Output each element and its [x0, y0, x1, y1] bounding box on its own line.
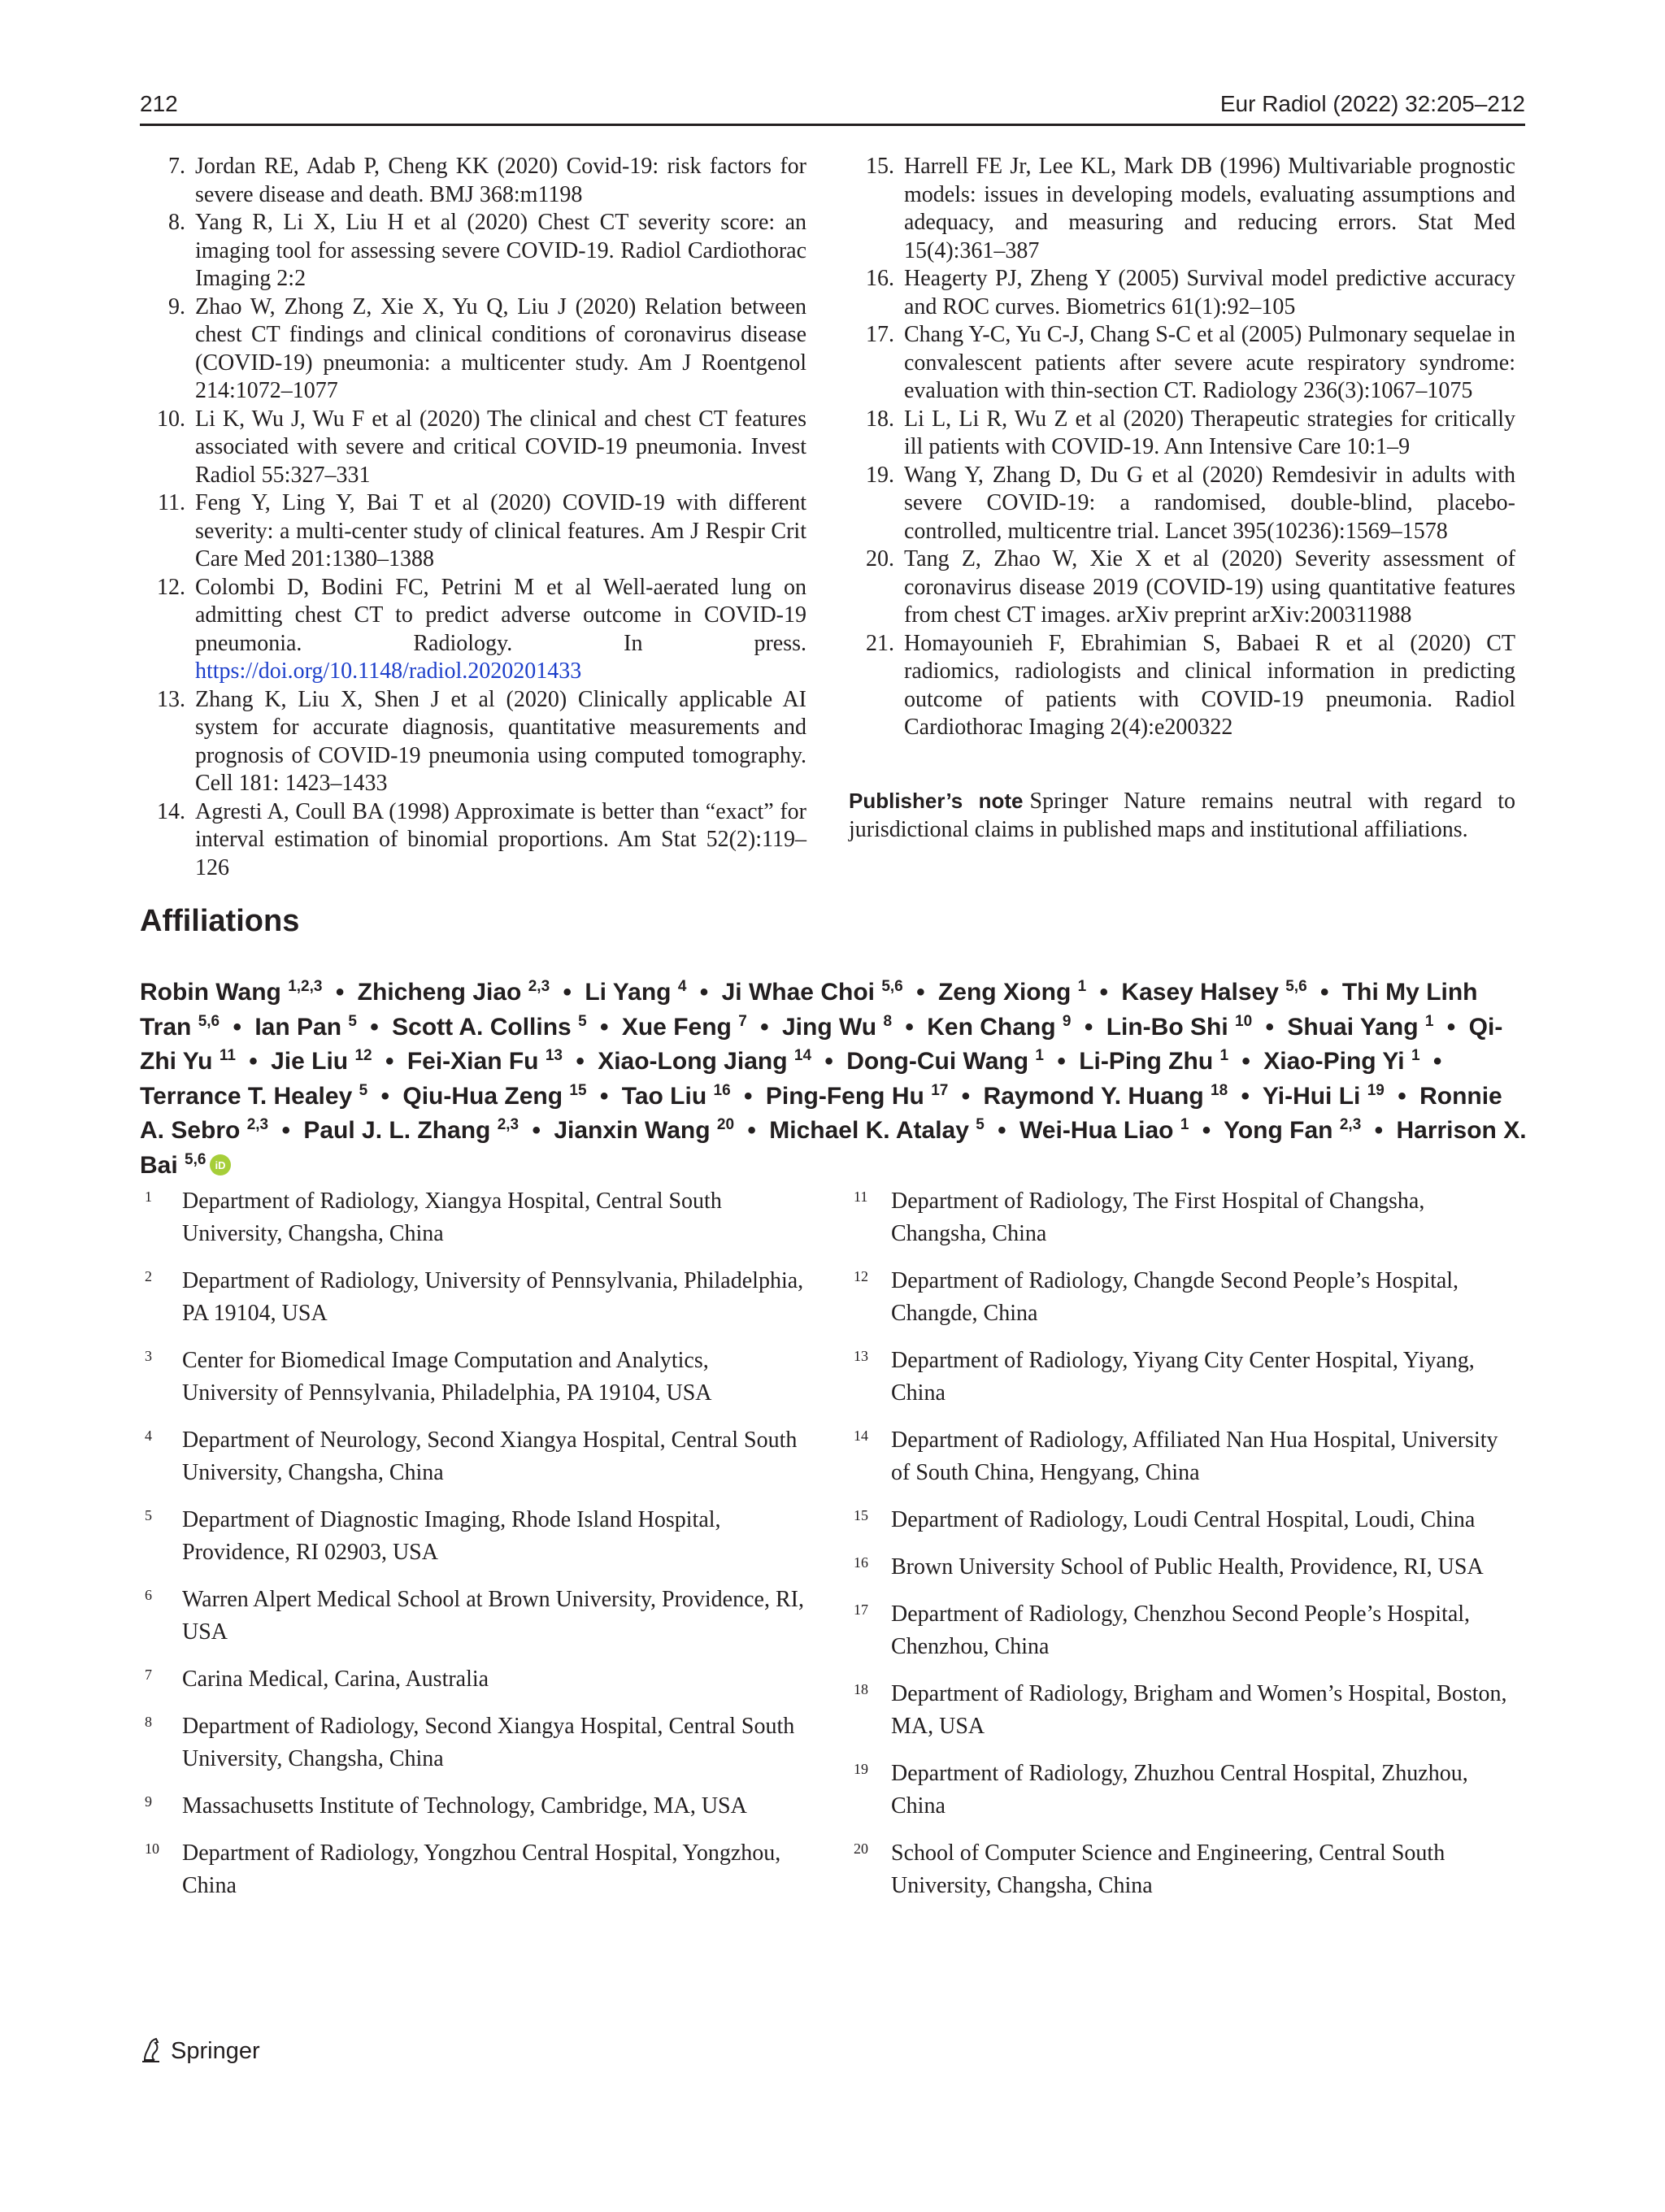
affiliation-text: Department of Neurology, Second Xiangya Hospital, Central South University, Changsha, China	[182, 1428, 798, 1485]
reference-number: 18.	[866, 406, 894, 432]
reference-text: Agresti A, Coull BA (1998) Approximate is better than “exact” for interval estimation of binomial proportions. Am Stat 52(2):119–126	[195, 798, 806, 880]
author-affiliation-marker: 5	[359, 1081, 368, 1099]
author-affiliation-marker: 15	[569, 1081, 587, 1099]
author-affiliation-marker: 1	[1424, 1012, 1434, 1030]
author-affiliation-marker: 5,6	[881, 978, 903, 995]
author-separator: •	[699, 979, 709, 1006]
author-separator: •	[532, 1117, 541, 1144]
author-affiliation-marker: 5	[976, 1116, 985, 1133]
affiliation-text: Department of Radiology, Brigham and Women’s Hospital, Boston, MA, USA	[891, 1681, 1507, 1739]
author-separator: •	[760, 1013, 769, 1041]
author-separator: •	[1374, 1117, 1384, 1144]
affiliation-number: 3	[145, 1348, 152, 1364]
author-affiliation-marker: 7	[738, 1012, 747, 1030]
author-name: Li-Ping Zhu	[1079, 1048, 1214, 1075]
reference-item	[140, 686, 806, 798]
author-separator: •	[563, 979, 572, 1006]
author-affiliation-marker: 13	[545, 1047, 563, 1064]
author-name: Ji Whae Choi	[721, 979, 875, 1006]
author-affiliation-marker: 2,3	[528, 978, 550, 995]
reference-item	[849, 265, 1515, 321]
svg-text:iD: iD	[215, 1158, 226, 1171]
author-name: Ping-Feng Hu	[765, 1082, 924, 1110]
affiliation-number: 7	[145, 1667, 152, 1683]
affiliation-text: Brown University School of Public Health, Providence, RI, USA	[891, 1554, 1484, 1580]
author-separator: •	[1398, 1082, 1406, 1110]
author-affiliation-marker: 4	[677, 978, 687, 995]
affiliation-number: 17	[854, 1601, 868, 1618]
author-affiliation-marker: 2,3	[1339, 1116, 1362, 1133]
doi-link[interactable]: https://doi.org/10.1148/radiol.2020201433	[195, 658, 582, 684]
reference-text-wrapper	[195, 574, 806, 686]
author-name: Li Yang	[585, 979, 672, 1006]
author-name: Yong Fan	[1224, 1117, 1333, 1144]
author-name: Wei-Hua Liao	[1019, 1117, 1174, 1144]
affiliation-item	[849, 1265, 1515, 1330]
affiliation-item	[849, 1424, 1515, 1489]
affiliation-number: 10	[145, 1840, 159, 1857]
affiliation-number: 19	[854, 1761, 868, 1777]
reference-number: 11.	[158, 490, 185, 515]
reference-item	[849, 545, 1515, 630]
affiliation-text: Warren Alpert Medical School at Brown University, Providence, RI, USA	[182, 1587, 804, 1645]
author-name: Zhicheng Jiao	[357, 979, 522, 1006]
affiliation-number: 11	[854, 1189, 868, 1205]
author-affiliation-marker: 8	[883, 1012, 893, 1030]
author-affiliation-marker: 5	[578, 1012, 587, 1030]
affiliation-item	[849, 1758, 1515, 1823]
author-separator: •	[824, 1048, 833, 1075]
author-affiliation-marker: 11	[219, 1047, 236, 1064]
publisher-note-text: Springer Nature remains neutral with regard to jurisdictional claims in published maps and institutional affiliations.	[849, 789, 1516, 842]
affiliation-item	[140, 1504, 806, 1569]
author-separator: •	[1432, 1048, 1442, 1075]
author-separator: •	[1446, 1013, 1456, 1041]
author-separator: •	[576, 1048, 585, 1075]
author-separator: •	[380, 1082, 390, 1110]
affiliation-text: Department of Radiology, Loudi Central Hospital, Loudi, China	[891, 1507, 1476, 1532]
affiliation-item	[140, 1345, 806, 1410]
author-separator: •	[998, 1117, 1006, 1144]
affiliation-number: 9	[145, 1793, 152, 1810]
reference-item	[849, 321, 1515, 406]
author-separator: •	[961, 1082, 971, 1110]
journal-citation: Eur Radiol (2022) 32:205–212	[1219, 91, 1525, 116]
author-separator: •	[1241, 1048, 1250, 1075]
affiliation-text: Department of Radiology, Affiliated Nan Hua Hospital, University of South China, Hengyang, China	[891, 1428, 1498, 1485]
reference-text: Homayounieh F, Ebrahimian S, Babaei R et al (2020) CT radiomics, radiologists and clinical information in predicting outcome of patients with COVID-19 pneumonia. Radiol Cardiothorac Imaging 2(4):e200322	[904, 630, 1515, 740]
affiliations-right-column	[849, 1185, 1515, 1917]
author-name: Scott A. Collins	[392, 1013, 572, 1041]
reference-number: 12.	[157, 574, 185, 600]
author-separator: •	[747, 1117, 756, 1144]
author-name: Michael K. Atalay	[769, 1117, 969, 1144]
reference-number: 8.	[168, 210, 185, 235]
author-affiliation-marker: 16	[713, 1081, 731, 1099]
reference-number: 14.	[157, 798, 185, 824]
publisher-note-label: Publisher’s note	[849, 789, 1024, 813]
affiliation-text: Department of Radiology, Second Xiangya Hospital, Central South University, Changsha, China	[182, 1714, 795, 1771]
affiliation-number: 1	[145, 1189, 152, 1205]
reference-item	[140, 153, 806, 209]
reference-number: 19.	[866, 462, 894, 488]
author-separator: •	[1241, 1082, 1250, 1110]
author-name: Shuai Yang	[1287, 1013, 1419, 1041]
affiliation-number: 4	[145, 1428, 152, 1444]
author-name: Terrance T. Healey	[140, 1082, 353, 1110]
affiliation-text: Department of Radiology, Changde Second People’s Hospital, Changde, China	[891, 1268, 1459, 1326]
author-affiliation-marker: 2,3	[246, 1116, 269, 1133]
affiliation-text: Department of Radiology, The First Hospital of Changsha, Changsha, China	[891, 1189, 1425, 1246]
author-name: Fei-Xian Fu	[406, 1048, 539, 1075]
author-affiliation-marker: 1	[1411, 1047, 1420, 1064]
author-name: Dong-Cui Wang	[846, 1048, 1029, 1075]
affiliation-text: Carina Medical, Carina, Australia	[182, 1667, 489, 1692]
author-affiliation-marker: 18	[1211, 1081, 1228, 1099]
reference-item	[849, 406, 1515, 462]
affiliation-number: 20	[854, 1840, 868, 1857]
author-affiliation-marker: 19	[1367, 1081, 1385, 1099]
author-affiliation-marker: 17	[931, 1081, 949, 1099]
affiliation-item	[140, 1584, 806, 1649]
author-name: Zeng Xiong	[937, 979, 1072, 1006]
reference-text: Wang Y, Zhang D, Du G et al (2020) Remdesivir in adults with severe COVID-19: a randomised, double-blind, placebo-controlled, multicentre trial. Lancet 395(10236):1569–1578	[904, 462, 1515, 544]
author-affiliation-marker: 12	[354, 1047, 372, 1064]
reference-text: Colombi D, Bodini FC, Petrini M et al Well-aerated lung on admitting chest CT to predict adverse outcome in COVID-19 pneumonia. Radiology. In press.	[195, 574, 806, 656]
affiliation-item	[849, 1678, 1515, 1743]
author-name: Robin Wang	[140, 979, 281, 1006]
author-separator: •	[1265, 1013, 1275, 1041]
affiliation-text: Center for Biomedical Image Computation and Analytics, University of Pennsylvania, Philadelphia, PA 19104, USA	[182, 1348, 712, 1406]
author-affiliation-marker: 5,6	[198, 1012, 220, 1030]
affiliation-number: 6	[145, 1587, 152, 1603]
reference-item	[140, 293, 806, 406]
author-separator: •	[905, 1013, 914, 1041]
reference-text: Jordan RE, Adab P, Cheng KK (2020) Covid-19: risk factors for severe disease and death. BMJ 368:m1198	[195, 154, 806, 207]
author-name: Ian Pan	[254, 1013, 342, 1041]
reference-number: 20.	[866, 546, 894, 571]
page-footer	[140, 2037, 260, 2070]
reference-item	[140, 209, 806, 293]
publisher-name: Springer	[171, 2038, 260, 2064]
author-separator: •	[1320, 979, 1329, 1006]
reference-item	[140, 574, 806, 686]
reference-item	[140, 798, 806, 883]
author-separator: •	[1202, 1117, 1211, 1144]
reference-number: 10.	[157, 406, 185, 432]
affiliation-text: Department of Radiology, Yongzhou Central Hospital, Yongzhou, China	[182, 1840, 781, 1898]
author-separator: •	[599, 1013, 609, 1041]
page-number: 212	[140, 91, 178, 116]
affiliation-item	[140, 1424, 806, 1489]
orcid-icon[interactable]	[209, 1152, 232, 1187]
author-affiliation-marker: 1	[1219, 1047, 1229, 1064]
affiliation-item	[140, 1265, 806, 1330]
reference-number: 9.	[168, 293, 185, 319]
reference-text: Yang R, Li X, Liu H et al (2020) Chest CT severity score: an imaging tool for assessing severe COVID-19. Radiol Cardiothorac Imaging 2:2	[195, 210, 806, 291]
reference-text: Zhao W, Zhong Z, Xie X, Yu Q, Liu J (2020) Relation between chest CT findings and clinical conditions of coronavirus disease (COVID-19) pneumonia: a multicenter study. Am J Roentgenol 214:1072–1077	[195, 293, 806, 403]
author-affiliation-marker: 14	[793, 1047, 812, 1064]
author-affiliation-marker: 2,3	[497, 1116, 519, 1133]
author-separator: •	[1057, 1048, 1066, 1075]
affiliation-text: Department of Radiology, Xiangya Hospital, Central South University, Changsha, China	[182, 1189, 722, 1246]
affiliation-text: Department of Radiology, Yiyang City Center Hospital, Yiyang, China	[891, 1348, 1475, 1406]
author-list	[140, 976, 1530, 1186]
author-name: Kasey Halsey	[1121, 979, 1279, 1006]
author-affiliation-marker: 9	[1062, 1012, 1072, 1030]
author-name: Xiao-Long Jiang	[598, 1048, 788, 1075]
author-affiliation-marker: 5,6	[185, 1150, 206, 1168]
reference-number: 16.	[866, 266, 894, 291]
author-separator: •	[599, 1082, 609, 1110]
author-name: Harrison X. Bai	[140, 1117, 1527, 1179]
author-affiliation-marker: 10	[1235, 1012, 1253, 1030]
author-separator: •	[916, 979, 925, 1006]
references-right-column	[849, 153, 1515, 742]
author-name: Thi My Linh Tran	[140, 979, 1478, 1041]
author-name: Xiao-Ping Yi	[1263, 1048, 1405, 1075]
affiliation-number: 5	[145, 1507, 152, 1523]
affiliation-text: Department of Radiology, University of Pennsylvania, Philadelphia, PA 19104, USA	[182, 1268, 804, 1326]
affiliation-text: Massachusetts Institute of Technology, Cambridge, MA, USA	[182, 1793, 747, 1819]
affiliation-item	[849, 1837, 1515, 1902]
reference-item	[849, 153, 1515, 265]
author-affiliation-marker: 1	[1180, 1116, 1189, 1133]
affiliation-text: Department of Radiology, Zhuzhou Central Hospital, Zhuzhou, China	[891, 1761, 1468, 1819]
affiliation-number: 13	[854, 1348, 868, 1364]
affiliations-left-column	[140, 1185, 806, 1917]
author-name: Raymond Y. Huang	[983, 1082, 1204, 1110]
springer-horse-icon	[140, 2037, 164, 2070]
reference-text: Heagerty PJ, Zheng Y (2005) Survival model predictive accuracy and ROC curves. Biometrics 61(1):92–105	[904, 266, 1515, 319]
references-left-column	[140, 153, 806, 882]
author-name: Yi-Hui Li	[1262, 1082, 1361, 1110]
author-name: Qi-Zhi Yu	[140, 1013, 1503, 1075]
author-affiliation-marker: 5	[348, 1012, 357, 1030]
affiliation-number: 14	[854, 1428, 868, 1444]
author-name: Paul J. L. Zhang	[303, 1117, 491, 1144]
author-name: Ken Chang	[927, 1013, 1056, 1041]
author-affiliation-marker: 5,6	[1285, 978, 1307, 995]
reference-text: Li K, Wu J, Wu F et al (2020) The clinical and chest CT features associated with severe and critical COVID-19 pneumonia. Invest Radiol 55:327–331	[195, 406, 806, 488]
author-affiliation-marker: 1,2,3	[288, 978, 323, 995]
author-name: Xue Feng	[621, 1013, 732, 1041]
affiliation-item	[140, 1837, 806, 1902]
author-separator: •	[385, 1048, 394, 1075]
author-separator: •	[249, 1048, 258, 1075]
reference-text: Feng Y, Ling Y, Bai T et al (2020) COVID-19 with different severity: a multi-center study of clinical features. Am J Respir Crit Care Med 201:1380–1388	[195, 490, 806, 571]
author-name: Jing Wu	[781, 1013, 877, 1041]
reference-item	[140, 489, 806, 574]
affiliation-number: 2	[145, 1268, 152, 1284]
affiliation-text: School of Computer Science and Engineering, Central South University, Changsha, China	[891, 1840, 1445, 1898]
affiliation-number: 15	[854, 1507, 868, 1523]
author-separator: •	[281, 1117, 290, 1144]
affiliation-number: 12	[854, 1268, 868, 1284]
reference-text: Tang Z, Zhao W, Xie X et al (2020) Severity assessment of coronavirus disease 2019 (COVID-19) using quantitative features from chest CT images. arXiv preprint arXiv:200311988	[904, 546, 1515, 628]
author-affiliation-marker: 1	[1077, 978, 1087, 995]
author-separator: •	[233, 1013, 241, 1041]
affiliation-item	[849, 1345, 1515, 1410]
reference-item	[140, 406, 806, 490]
affiliation-item	[849, 1185, 1515, 1250]
affiliation-item	[849, 1504, 1515, 1536]
reference-text: Zhang K, Liu X, Shen J et al (2020) Clinically applicable AI system for accurate diagnosis, quantitative measurements and prognosis of COVID-19 pneumonia using computed tomography. Cell 181: 1423–1433	[195, 686, 806, 796]
author-name: Qiu-Hua Zeng	[402, 1082, 563, 1110]
running-header	[140, 88, 1525, 126]
affiliation-item	[140, 1710, 806, 1775]
reference-item	[849, 630, 1515, 742]
publisher-note	[849, 787, 1515, 844]
reference-number: 7.	[168, 154, 185, 179]
affiliation-item	[140, 1790, 806, 1823]
reference-number: 21.	[866, 630, 894, 656]
author-separator: •	[370, 1013, 379, 1041]
affiliations-heading: Affiliations	[140, 904, 300, 938]
affiliation-item	[140, 1663, 806, 1696]
reference-number: 13.	[157, 686, 185, 712]
reference-text: Harrell FE Jr, Lee KL, Mark DB (1996) Multivariable prognostic models: issues in developing models, evaluating assumptions and adequacy, and measuring and reducing errors. Stat Med 15(4):361–387	[904, 154, 1515, 263]
affiliation-number: 8	[145, 1714, 152, 1730]
affiliation-item	[140, 1185, 806, 1250]
affiliation-item	[849, 1598, 1515, 1663]
reference-number: 17.	[866, 322, 894, 347]
author-name: Tao Liu	[621, 1082, 707, 1110]
affiliation-number: 16	[854, 1554, 868, 1571]
author-affiliation-marker: 1	[1035, 1047, 1044, 1064]
author-separator: •	[744, 1082, 753, 1110]
reference-text: Li L, Li R, Wu Z et al (2020) Therapeutic strategies for critically ill patients with COVID-19. Ann Intensive Care 10:1–9	[904, 406, 1515, 459]
reference-text: Chang Y-C, Yu C-J, Chang S-C et al (2005) Pulmonary sequelae in convalescent patients after severe acute respiratory syndrome: evaluation with thin-section CT. Radiology 236(3):1067–1075	[904, 322, 1515, 403]
author-name: Jie Liu	[271, 1048, 349, 1075]
author-separator: •	[335, 979, 345, 1006]
author-affiliation-marker: 20	[716, 1116, 735, 1133]
author-separator: •	[1099, 979, 1109, 1006]
reference-number: 15.	[866, 154, 894, 179]
affiliation-item	[849, 1551, 1515, 1584]
author-name: Ronnie A. Sebro	[140, 1082, 1502, 1144]
reference-item	[849, 462, 1515, 546]
affiliation-number: 18	[854, 1681, 868, 1697]
author-name: Lin-Bo Shi	[1106, 1013, 1228, 1041]
author-name: Jianxin Wang	[554, 1117, 711, 1144]
affiliation-text: Department of Radiology, Chenzhou Second People’s Hospital, Chenzhou, China	[891, 1601, 1471, 1659]
author-separator: •	[1084, 1013, 1093, 1041]
affiliation-text: Department of Diagnostic Imaging, Rhode Island Hospital, Providence, RI 02903, USA	[182, 1507, 721, 1565]
